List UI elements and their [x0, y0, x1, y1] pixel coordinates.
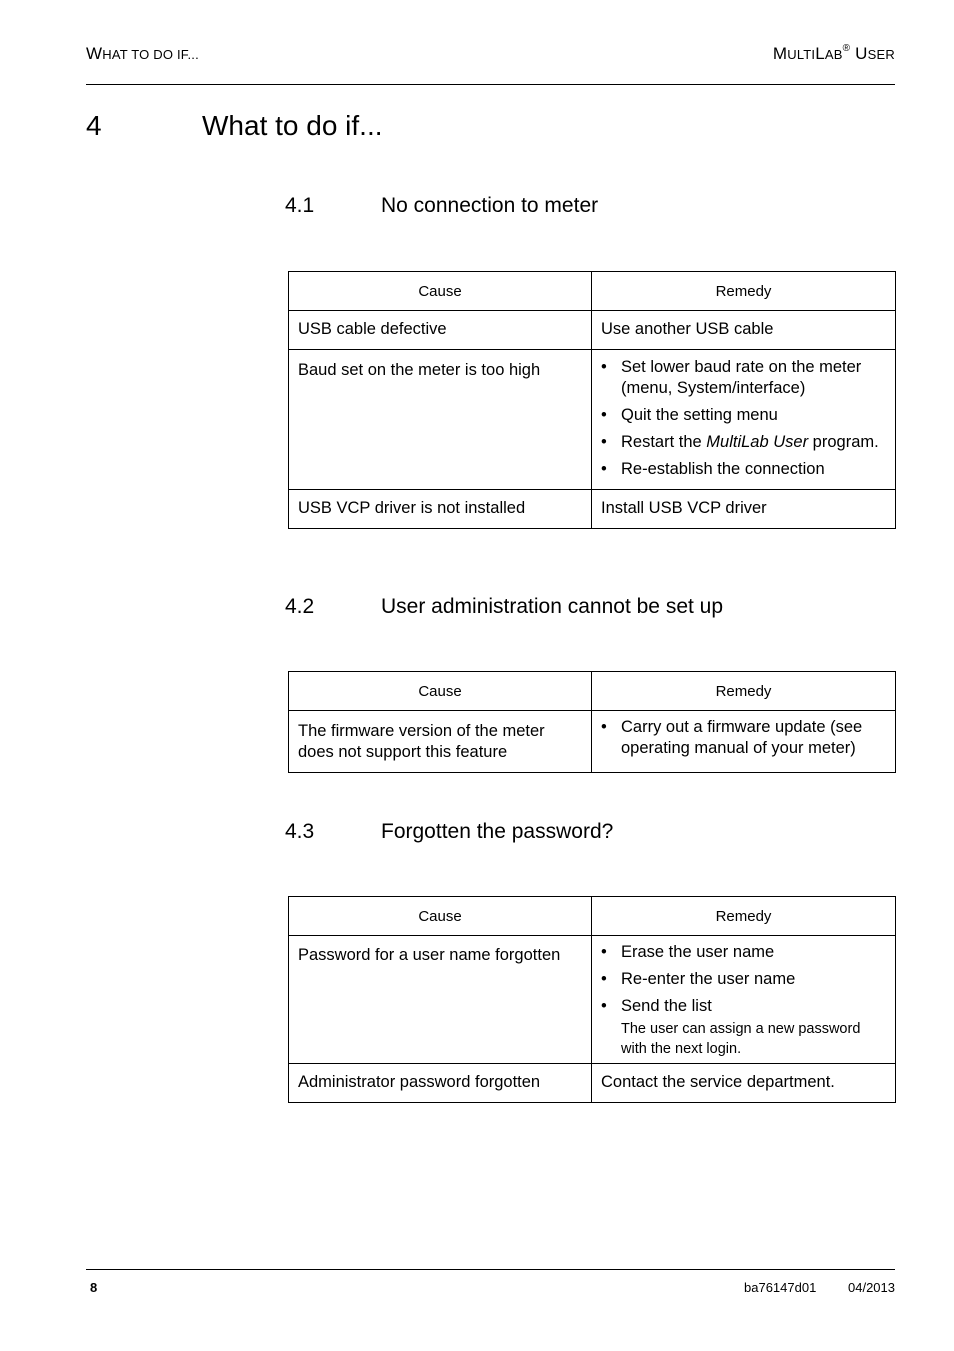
remedy-header: Remedy	[592, 272, 896, 311]
running-header-right	[773, 44, 895, 64]
remedy-item: • Quit the setting menu	[601, 405, 886, 426]
section-title: User administration cannot be set up	[381, 595, 724, 618]
header-right-u: U	[855, 44, 868, 63]
troubleshooting-table	[288, 671, 896, 773]
table-row	[289, 350, 896, 490]
table-row	[289, 711, 896, 773]
cause-cell: USB cable defective	[289, 311, 592, 350]
table-header-row	[289, 897, 896, 936]
cause-header: Cause	[289, 897, 592, 936]
header-right-ulti: ULTI	[787, 47, 816, 62]
document-id: ba76147d01	[744, 1280, 817, 1295]
cause-cell: Password for a user name forgotten	[289, 936, 592, 1064]
table-row	[289, 311, 896, 350]
page-number: 8	[90, 1280, 98, 1295]
remedy-item: • Re-enter the user name	[601, 969, 886, 990]
cause-cell: Administrator password forgotten	[289, 1064, 592, 1103]
table-row	[289, 490, 896, 529]
remedy-list	[601, 942, 886, 1017]
header-right-l: L	[815, 44, 825, 63]
cause-cell: The firmware version of the meter does not support this feature	[289, 711, 592, 773]
remedy-header: Remedy	[592, 897, 896, 936]
cause-header: Cause	[289, 672, 592, 711]
remedy-item: • Send the list	[601, 996, 886, 1017]
remedy-list	[601, 357, 886, 480]
remedy-item: • Set lower baud rate on the meter (menu, System/interface)	[601, 357, 886, 399]
section-number: 4.1	[285, 194, 315, 217]
remedy-header: Remedy	[592, 672, 896, 711]
header-right-ab: AB	[824, 47, 843, 62]
section-title: No connection to meter	[381, 194, 599, 217]
restart-text: Restart the	[621, 433, 707, 451]
remedy-cell	[592, 711, 896, 773]
section-number: 4.2	[285, 595, 315, 618]
header-divider	[86, 84, 895, 85]
remedy-item: • Carry out a firmware update (see operating manual of your meter)	[601, 717, 886, 759]
section-number: 4.3	[285, 820, 315, 843]
cause-cell: Baud set on the meter is too high	[289, 350, 592, 490]
table-row	[289, 936, 896, 1064]
remedy-cell: Use another USB cable	[592, 311, 896, 350]
restart-text-end: program.	[808, 433, 879, 451]
troubleshooting-table	[288, 271, 896, 529]
chapter-title: What to do if...	[202, 110, 383, 141]
header-left-initial: W	[86, 44, 103, 63]
remedy-cell	[592, 350, 896, 490]
remedy-item	[601, 432, 886, 453]
header-left-text: HAT TO DO IF...	[102, 47, 199, 62]
program-name: MultiLab User	[706, 433, 809, 451]
chapter-number: 4	[86, 110, 102, 141]
troubleshooting-table	[288, 896, 896, 1103]
header-right-ser: SER	[867, 47, 895, 62]
remedy-item: • Erase the user name	[601, 942, 886, 963]
document-date: 04/2013	[848, 1280, 895, 1295]
cause-cell: USB VCP driver is not installed	[289, 490, 592, 529]
remedy-list	[601, 717, 886, 759]
running-header-left	[86, 44, 199, 64]
registered-mark: ®	[842, 43, 851, 54]
remedy-cell	[592, 936, 896, 1064]
table-row	[289, 1064, 896, 1103]
footer-divider	[86, 1269, 895, 1270]
remedy-cell: Install USB VCP driver	[592, 490, 896, 529]
table-header-row	[289, 672, 896, 711]
section-title: Forgotten the password?	[381, 820, 614, 843]
remedy-cell: Contact the service department.	[592, 1064, 896, 1103]
table-header-row	[289, 272, 896, 311]
header-right-m: M	[772, 44, 788, 63]
remedy-item: • Re-establish the connection	[601, 459, 886, 480]
cause-header: Cause	[289, 272, 592, 311]
remedy-note: The user can assign a new password with the next login.	[621, 1021, 861, 1057]
